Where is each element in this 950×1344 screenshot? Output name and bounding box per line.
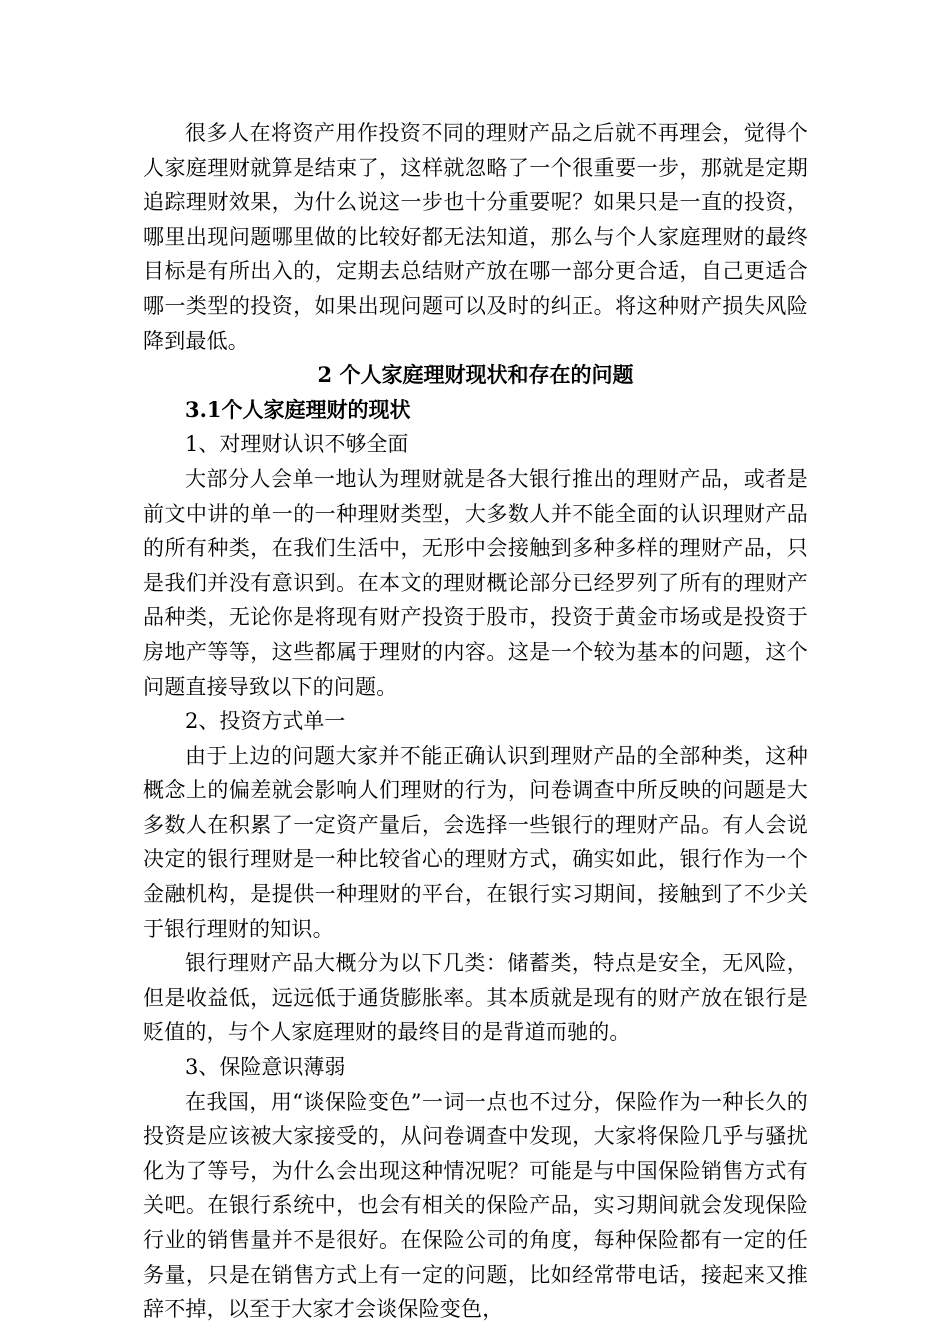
section-heading-2: 2 个人家庭理财现状和存在的问题 [317,362,634,388]
paragraph-tracking-results: 很多人在将资产用作投资不同的理财产品之后就不再理会，觉得个人家庭理财就算是结束了，这样就忽略了一个很重要一步，那就是定期追踪理财效果，为什么说这一步也十分重要呢？如果只是一直的投资，哪里出现问题哪里做的比较好都无法知道，那么与个人家庭理财的最终目标是有所出入的，定期去总结财产放在哪一部分更合适，自己更适合哪一类型的投资，如果出现问题可以及时的纠正。将这种财产损失风险降到最低。 [143,121,808,353]
subsection-heading-3-1: 3.1个人家庭理财的现状 [185,396,411,422]
paragraph-investment-method: 由于上边的问题大家并不能正确认识到理财产品的全部种类，这种概念上的偏差就会影响人们理财的行为，问卷调查中所反映的问题是大多数人在积累了一定资产量后，会选择一些银行的理财产品。有人会说决定的银行理财是一种比较省心的理财方式，确实如此，银行作为一个金融机构，是提供一种理财的平台，在银行实习期间，接触到了不少关于银行理财的知识。 [143,743,808,941]
item-heading-3: 3、保险意识薄弱 [185,1055,346,1080]
paragraph-understanding: 大部分人会单一地认为理财就是各大银行推出的理财产品，或者是前文中讲的单一的一种理财类型，大多数人并不能全面的认识理财产品的所有种类，在我们生活中，无形中会接触到多种多样的理财产品，只是我们并没有意识到。在本文的理财概论部分已经罗列了所有的理财产品种类，无论你是将现有财产投资于股市，投资于黄金市场或是投资于房地产等等，这些都属于理财的内容。这是一个较为基本的问题，这个问题直接导致以下的问题。 [143,466,808,699]
item-heading-2: 2、投资方式单一 [185,709,346,734]
paragraph-insurance: 在我国，用“谈保险变色”一词一点也不过分，保险作为一种长久的投资是应该被大家接受的，从问卷调查中发现，大家将保险几乎与骚扰化为了等号，为什么会出现这种情况呢？可能是与中国保险销售方式有关吧。在银行系统中，也会有相关的保险产品，实习期间就会发现保险行业的销售量并不是很好。在保险公司的角度，每种保险都有一定的任务量，只是在销售方式上有一定的问题，比如经常带电话，接起来又推辞不掉，以至于大家才会谈保险变色， [143,1089,808,1322]
item-heading-1: 1、对理财认识不够全面 [185,432,409,457]
document-page [143,116,808,1327]
paragraph-bank-products: 银行理财产品大概分为以下几类：储蓄类，特点是安全，无风险，但是收益低，远远低于通货膨胀率。其本质就是现有的财产放在银行是贬值的，与个人家庭理财的最终目的是背道而驰的。 [143,951,808,1045]
